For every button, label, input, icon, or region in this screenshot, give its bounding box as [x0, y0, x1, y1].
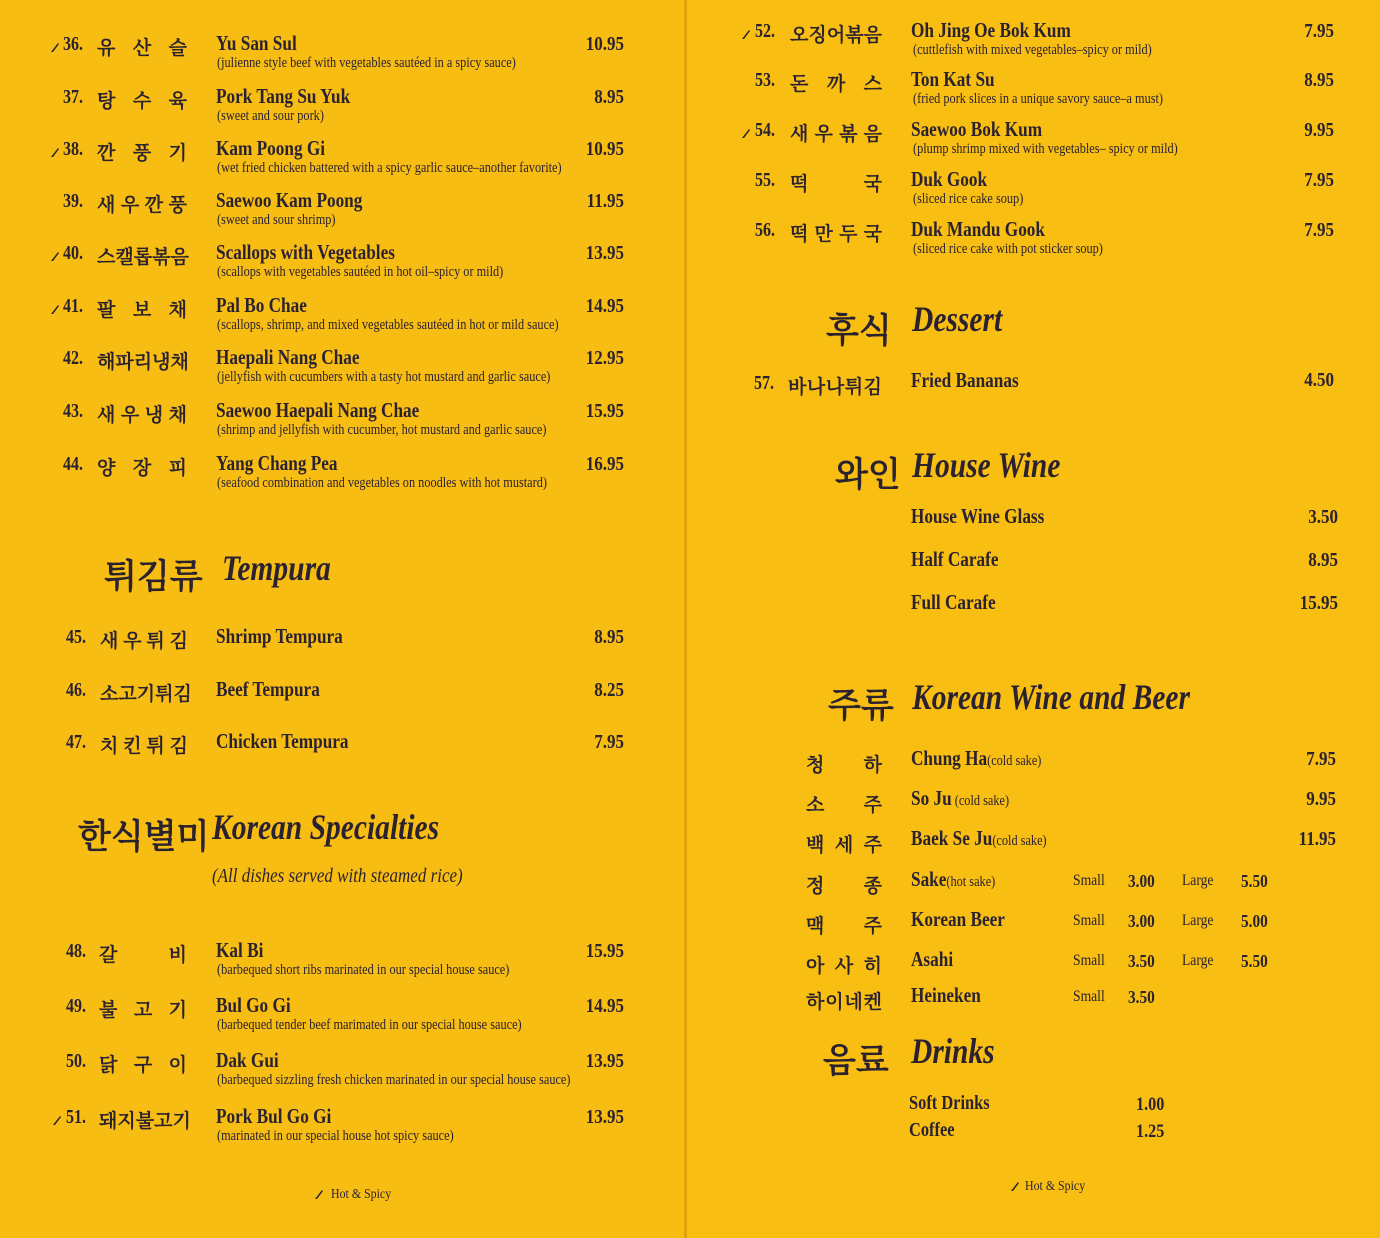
item-price: 13.95 — [585, 1106, 624, 1128]
item-description: (julienne style beef with vegetables sautéed in a spicy sauce) — [217, 55, 516, 71]
korean-char: 볶 — [839, 123, 858, 145]
section-title: Korean Wine and Beer — [912, 677, 1191, 717]
section-title-korean: 와인 — [835, 455, 901, 495]
item-price: 10.95 — [585, 33, 624, 55]
korean-char: 히 — [863, 955, 882, 977]
korean-char: 맥 — [806, 915, 825, 937]
korean-char: 사 — [834, 955, 854, 977]
korean-char: 바 — [788, 376, 807, 398]
korean-name — [99, 1106, 191, 1133]
item-price: 3.50 — [1308, 506, 1338, 528]
item-price: 15.95 — [1299, 592, 1338, 614]
korean-char: 기 — [168, 142, 187, 164]
pepper-icon — [1010, 1180, 1020, 1192]
item-name: Soft Drinks — [909, 1092, 990, 1114]
korean-char: 우 — [120, 194, 140, 216]
item-price: 7.95 — [1306, 748, 1336, 770]
item-description: (seafood combination and vegetables on noodles with hot mustard) — [217, 475, 547, 491]
korean-char: 갈 — [99, 944, 118, 966]
section-title-korean: 후식 — [826, 311, 892, 351]
item-name: Pal Bo Chae — [216, 293, 307, 317]
korean-name — [788, 372, 882, 399]
section-title: House Wine — [912, 445, 1061, 485]
korean-char: 우 — [123, 630, 142, 652]
korean-char: 새 — [790, 123, 809, 145]
item-number: 55. — [755, 169, 775, 191]
drink-note: (cold sake) — [992, 833, 1047, 849]
section-title-korean: 음료 — [823, 1041, 889, 1081]
item-description: (sliced rice cake with pot sticker soup) — [913, 241, 1103, 257]
korean-char: 오 — [790, 24, 809, 46]
korean-char: 김 — [173, 683, 192, 705]
korean-char: 채 — [170, 351, 189, 373]
legend-label: Hot & Spicy — [331, 1187, 392, 1202]
item-number: 46. — [66, 679, 86, 701]
korean-name — [97, 400, 187, 427]
item-number: 48. — [66, 940, 86, 962]
korean-char: 소 — [100, 683, 119, 705]
item-price: 4.50 — [1304, 369, 1334, 391]
korean-char: 팔 — [97, 299, 116, 321]
item-number: 56. — [755, 219, 775, 241]
item-number: 37. — [63, 86, 83, 108]
korean-name — [97, 347, 187, 374]
korean-name — [806, 790, 882, 817]
korean-name — [790, 219, 882, 246]
item-description: (fried pork slices in a unique savory sauce–a must) — [913, 91, 1164, 107]
item-name: Dak Gui — [216, 1048, 279, 1072]
small-label: Small — [1073, 872, 1105, 889]
korean-char: 하 — [806, 991, 825, 1013]
korean-name — [99, 995, 187, 1022]
large-label: Large — [1182, 872, 1214, 889]
item-name: Scallops with Vegetables — [216, 240, 395, 264]
korean-char: 비 — [168, 944, 187, 966]
item-description: (barbequed sizzling fresh chicken marinated in our special house sauce) — [217, 1072, 571, 1088]
item-description: (plump shrimp mixed with vegetables– spicy or mild) — [913, 141, 1178, 157]
section-title: Tempura — [222, 548, 331, 588]
section-title: Dessert — [912, 299, 1003, 339]
korean-char: 육 — [168, 90, 187, 112]
korean-char: 채 — [168, 299, 187, 321]
korean-char: 새 — [97, 404, 116, 426]
korean-char: 튀 — [844, 376, 864, 398]
small-price: 3.00 — [1128, 911, 1155, 931]
item-name: Oh Jing Oe Bok Kum — [911, 18, 1071, 42]
korean-char: 우 — [814, 123, 833, 145]
korean-char: 탕 — [97, 90, 116, 112]
large-price: 5.50 — [1241, 951, 1268, 971]
korean-char: 아 — [806, 955, 825, 977]
korean-char: 슬 — [168, 37, 187, 59]
small-price: 3.00 — [1128, 871, 1155, 891]
korean-name — [100, 626, 188, 653]
korean-name — [806, 871, 882, 898]
korean-name — [806, 750, 882, 777]
item-number: 53. — [755, 69, 775, 91]
korean-char: 우 — [120, 404, 140, 426]
korean-char: 주 — [863, 794, 882, 816]
korean-char: 리 — [133, 351, 153, 373]
drink-name: Baek Se Ju — [911, 826, 993, 850]
korean-char: 해 — [97, 351, 116, 373]
large-label: Large — [1182, 912, 1214, 929]
item-name: Pork Bul Go Gi — [216, 1104, 332, 1128]
item-description: (barbequed short ribs marinated in our special house sauce) — [217, 962, 510, 978]
item-description: (sweet and sour pork) — [217, 108, 324, 124]
korean-char: 캘 — [115, 246, 134, 268]
korean-char: 나 — [806, 376, 826, 398]
korean-char: 튀 — [155, 683, 174, 705]
korean-char: 나 — [825, 376, 845, 398]
pepper-icon — [741, 127, 751, 139]
section-title: Drinks — [911, 1031, 995, 1071]
korean-char: 돼 — [99, 1110, 118, 1132]
item-name: Duk Gook — [911, 167, 988, 191]
item-price: 13.95 — [585, 1050, 624, 1072]
korean-char: 까 — [826, 73, 846, 95]
korean-char: 두 — [839, 223, 858, 245]
korean-char: 깐 — [97, 142, 116, 164]
item-name — [911, 746, 1041, 771]
korean-char: 산 — [132, 37, 152, 59]
item-name: Shrimp Tempura — [216, 624, 343, 648]
korean-char: 스 — [97, 246, 116, 268]
korean-char: 닭 — [99, 1054, 118, 1076]
item-price: 11.95 — [586, 190, 624, 212]
korean-char: 구 — [133, 1054, 153, 1076]
small-label: Small — [1073, 912, 1105, 929]
korean-char: 청 — [806, 754, 825, 776]
item-number: 54. — [755, 119, 775, 141]
item-price: 12.95 — [585, 347, 624, 369]
item-price: 7.95 — [1304, 20, 1334, 42]
korean-char: 롭 — [133, 246, 153, 268]
korean-char: 김 — [169, 735, 188, 757]
item-name: Yang Chang Pea — [216, 451, 338, 475]
korean-name — [97, 138, 187, 165]
korean-char: 치 — [100, 735, 119, 757]
item-number: 57. — [754, 372, 774, 394]
section-title-korean: 한식별미 — [78, 817, 210, 857]
korean-char: 냉 — [152, 351, 171, 373]
korean-name — [806, 911, 882, 938]
korean-char: 고 — [118, 683, 137, 705]
item-price: 8.95 — [594, 86, 624, 108]
item-price: 8.95 — [1304, 69, 1334, 91]
korean-char: 주 — [863, 834, 882, 856]
korean-char: 냉 — [144, 404, 164, 426]
korean-char: 떡 — [790, 223, 809, 245]
korean-char: 채 — [168, 404, 187, 426]
korean-char: 국 — [863, 223, 882, 245]
korean-char: 종 — [863, 875, 882, 897]
korean-char: 김 — [863, 376, 882, 398]
korean-char: 튀 — [146, 630, 165, 652]
korean-char: 장 — [132, 457, 152, 479]
item-number: 38. — [63, 138, 83, 160]
korean-char: 지 — [117, 1110, 136, 1132]
korean-char: 음 — [170, 246, 189, 268]
korean-char: 유 — [97, 37, 116, 59]
korean-char: 킨 — [123, 735, 142, 757]
item-name: Saewoo Bok Kum — [911, 117, 1043, 141]
item-name: Saewoo Kam Poong — [216, 188, 363, 212]
item-number: 49. — [66, 995, 86, 1017]
item-name — [911, 907, 1005, 932]
item-description: (barbequed tender beef marimated in our special house sauce) — [217, 1017, 522, 1033]
korean-name — [100, 679, 192, 706]
korean-char: 만 — [814, 223, 833, 245]
item-name: House Wine Glass — [911, 504, 1045, 528]
korean-name — [790, 169, 882, 196]
korean-name — [806, 830, 882, 857]
item-number: 40. — [63, 242, 83, 264]
item-description: (scallops with vegetables sautéed in hot oil–spicy or mild) — [217, 264, 504, 280]
item-name: Full Carafe — [911, 590, 996, 614]
section-note: (All dishes served with steamed rice) — [212, 865, 463, 887]
section-title-korean: 튀김류 — [104, 557, 203, 597]
item-name: Coffee — [909, 1119, 955, 1141]
korean-char: 새 — [97, 194, 116, 216]
korean-char: 켄 — [863, 991, 882, 1013]
item-description: (cuttlefish with mixed vegetables–spicy or mild) — [913, 42, 1152, 58]
pepper-icon — [50, 250, 60, 262]
item-name — [911, 867, 995, 892]
korean-name — [97, 453, 187, 480]
item-price: 8.95 — [1308, 549, 1338, 571]
korean-char: 백 — [806, 834, 825, 856]
pepper-icon — [50, 146, 60, 158]
item-name: Ton Kat Su — [911, 67, 995, 91]
pepper-icon — [50, 41, 60, 53]
korean-char: 고 — [154, 1110, 173, 1132]
item-price: 11.95 — [1298, 828, 1336, 850]
small-label: Small — [1073, 988, 1105, 1005]
korean-char: 수 — [132, 90, 152, 112]
item-description: (sliced rice cake soup) — [913, 191, 1024, 207]
pepper-icon — [50, 303, 60, 315]
item-name: Beef Tempura — [216, 677, 320, 701]
item-price: 14.95 — [585, 295, 624, 317]
korean-char: 징 — [808, 24, 827, 46]
korean-char: 튀 — [146, 735, 165, 757]
item-description: (wet fried chicken battered with a spicy garlic sauce–another favorite) — [217, 160, 562, 176]
korean-char: 하 — [863, 754, 882, 776]
item-price: 10.95 — [585, 138, 624, 160]
korean-name — [806, 987, 882, 1014]
korean-char: 음 — [863, 24, 882, 46]
item-price: 7.95 — [1304, 219, 1334, 241]
item-name: Yu San Sul — [216, 31, 297, 55]
item-description: (shrimp and jellyfish with cucumber, hot mustard and garlic sauce) — [217, 422, 547, 438]
item-name: Duk Mandu Gook — [911, 217, 1045, 241]
item-name: Saewoo Haepali Nang Chae — [216, 398, 420, 422]
korean-char: 네 — [844, 991, 863, 1013]
item-name: Chicken Tempura — [216, 729, 349, 753]
drink-name: Asahi — [911, 947, 954, 971]
pepper-icon — [52, 1114, 62, 1126]
item-number: 43. — [63, 400, 83, 422]
korean-name — [99, 940, 187, 967]
item-name: Kal Bi — [216, 938, 264, 962]
item-description: (scallops, shrimp, and mixed vegetables sautéed in hot or mild sauce) — [217, 317, 559, 333]
small-price: 3.50 — [1128, 987, 1155, 1007]
drink-name: Korean Beer — [911, 907, 1005, 931]
item-price: 7.95 — [594, 731, 624, 753]
item-price: 9.95 — [1304, 119, 1334, 141]
korean-char: 음 — [863, 123, 882, 145]
korean-char: 기 — [136, 683, 156, 705]
korean-char: 기 — [168, 999, 187, 1021]
korean-char: 고 — [133, 999, 153, 1021]
korean-char: 풍 — [132, 142, 152, 164]
section-title-korean: 주류 — [828, 686, 894, 726]
item-price: 1.25 — [1136, 1121, 1165, 1142]
korean-name — [806, 951, 882, 978]
large-price: 5.00 — [1241, 911, 1268, 931]
item-number: 45. — [66, 626, 86, 648]
item-number: 51. — [66, 1106, 86, 1128]
drink-name: Heineken — [911, 983, 981, 1007]
korean-name — [97, 86, 187, 113]
pepper-icon — [741, 28, 751, 40]
item-price: 15.95 — [585, 940, 624, 962]
small-price: 3.50 — [1128, 951, 1155, 971]
korean-char: 보 — [132, 299, 152, 321]
korean-char: 어 — [826, 24, 846, 46]
korean-char: 이 — [168, 1054, 187, 1076]
item-price: 13.95 — [585, 242, 624, 264]
section-title: Korean Specialties — [212, 807, 440, 847]
item-number: 44. — [63, 453, 83, 475]
korean-name — [97, 33, 187, 60]
korean-char: 파 — [115, 351, 134, 373]
item-description: (jellyfish with cucumbers with a tasty hot mustard and garlic sauce) — [217, 369, 551, 385]
korean-char: 양 — [97, 457, 116, 479]
item-number: 41. — [63, 295, 83, 317]
korean-char: 볶 — [845, 24, 864, 46]
korean-name — [97, 242, 187, 269]
korean-char: 스 — [863, 73, 882, 95]
item-price: 16.95 — [585, 453, 624, 475]
drink-name: Chung Ha — [911, 746, 988, 770]
item-name — [911, 983, 981, 1008]
small-label: Small — [1073, 952, 1105, 969]
item-description: (marinated in our special house hot spicy sauce) — [217, 1128, 454, 1144]
korean-char: 정 — [806, 875, 825, 897]
item-number: 52. — [755, 20, 775, 42]
item-price: 8.25 — [594, 679, 624, 701]
drink-note: (cold sake) — [987, 753, 1042, 769]
item-name: Bul Go Gi — [216, 993, 291, 1017]
korean-char: 소 — [806, 794, 825, 816]
korean-char: 세 — [834, 834, 854, 856]
large-price: 5.50 — [1241, 871, 1268, 891]
item-price: 8.95 — [594, 626, 624, 648]
korean-char: 불 — [99, 999, 118, 1021]
korean-char: 기 — [172, 1110, 191, 1132]
item-name: Half Carafe — [911, 547, 999, 571]
item-number: 39. — [63, 190, 83, 212]
korean-char: 떡 — [790, 173, 809, 195]
item-name: Haepali Nang Chae — [216, 345, 360, 369]
legend-label: Hot & Spicy — [1025, 1179, 1086, 1194]
large-label: Large — [1182, 952, 1214, 969]
item-number: 42. — [63, 347, 83, 369]
korean-char: 볶 — [152, 246, 171, 268]
drink-name: So Ju — [911, 786, 952, 810]
item-price: 14.95 — [585, 995, 624, 1017]
korean-char: 깐 — [144, 194, 164, 216]
korean-char: 이 — [825, 991, 844, 1013]
korean-char: 국 — [863, 173, 882, 195]
item-name: Kam Poong Gi — [216, 136, 326, 160]
item-price: 7.95 — [1304, 169, 1334, 191]
korean-char: 새 — [100, 630, 119, 652]
item-number: 47. — [66, 731, 86, 753]
item-price: 1.00 — [1136, 1094, 1165, 1115]
drink-note: (cold sake) — [951, 793, 1010, 809]
pepper-icon — [314, 1188, 324, 1200]
korean-name — [790, 69, 882, 96]
korean-char: 주 — [863, 915, 882, 937]
drink-name: Sake — [911, 867, 947, 891]
korean-char: 풍 — [168, 194, 187, 216]
korean-char: 돈 — [790, 73, 809, 95]
item-name: Fried Bananas — [911, 368, 1019, 392]
korean-name — [790, 20, 882, 47]
korean-name — [97, 190, 187, 217]
korean-name — [97, 295, 187, 322]
drink-note: (hot sake) — [946, 874, 996, 890]
korean-name — [100, 731, 188, 758]
item-number: 50. — [66, 1050, 86, 1072]
korean-char: 피 — [168, 457, 187, 479]
item-number: 36. — [63, 33, 83, 55]
item-description: (sweet and sour shrimp) — [217, 212, 336, 228]
item-name — [911, 947, 953, 972]
korean-char: 김 — [169, 630, 188, 652]
item-price: 9.95 — [1306, 788, 1336, 810]
korean-char: 불 — [135, 1110, 155, 1132]
item-name — [911, 786, 1009, 811]
item-name — [911, 826, 1047, 851]
item-price: 15.95 — [585, 400, 624, 422]
korean-name — [99, 1050, 187, 1077]
korean-name — [790, 119, 882, 146]
item-name: Pork Tang Su Yuk — [216, 84, 351, 108]
